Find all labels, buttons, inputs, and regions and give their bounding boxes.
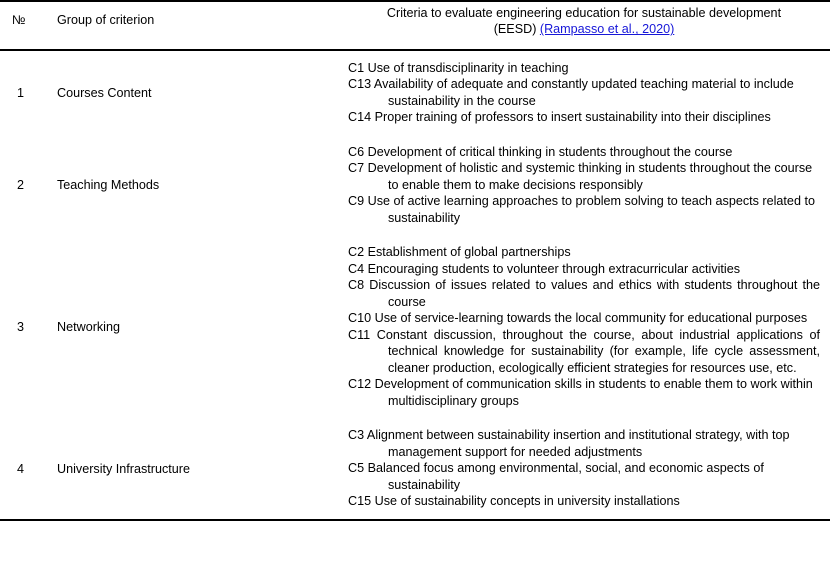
table-header bbox=[0, 1, 830, 50]
criterion-code: C4 bbox=[348, 261, 365, 276]
criterion-item bbox=[348, 310, 820, 327]
criterion-item bbox=[348, 109, 820, 126]
criterion-text: Proper training of professors to insert sustainability into their disciplines bbox=[374, 110, 771, 125]
row-criteria-list bbox=[340, 50, 830, 135]
header-number: № bbox=[12, 13, 26, 27]
row-criteria-list bbox=[340, 418, 830, 520]
criterion-item bbox=[348, 277, 820, 310]
table-row bbox=[0, 50, 830, 135]
table-row bbox=[0, 235, 830, 418]
criterion-code: C10 bbox=[348, 311, 372, 326]
criterion-text: Use of service-learning towards the local community for educational purposes bbox=[374, 311, 808, 326]
criterion-code: C12 bbox=[348, 377, 372, 392]
criterion-code: C6 bbox=[348, 144, 365, 159]
criterion-text: Development of critical thinking in students throughout the course bbox=[367, 144, 733, 159]
criterion-code: C7 bbox=[348, 161, 365, 176]
criterion-code: C15 bbox=[348, 494, 372, 509]
table-row bbox=[0, 135, 830, 236]
criterion-item bbox=[348, 244, 820, 261]
row-number: 3 bbox=[17, 319, 25, 334]
criterion-text: Balanced focus among environmental, social, and economic aspects of sustainability bbox=[367, 461, 764, 492]
row-criteria-list bbox=[340, 135, 830, 236]
criterion-code: C11 bbox=[348, 327, 371, 342]
criterion-code: C3 bbox=[348, 428, 365, 443]
criterion-code: C2 bbox=[348, 245, 365, 260]
criterion-code: C1 bbox=[348, 60, 365, 75]
criterion-item bbox=[348, 76, 820, 109]
header-criteria bbox=[340, 1, 830, 50]
criterion-item bbox=[348, 460, 820, 493]
header-row bbox=[0, 1, 830, 50]
row-group-name: Courses Content bbox=[57, 85, 152, 100]
criterion-text: Development of holistic and systemic thinking in students throughout the course to enable them to make decisions responsibly bbox=[367, 161, 813, 192]
table-row bbox=[0, 418, 830, 520]
criterion-code: C9 bbox=[348, 194, 365, 209]
criterion-item bbox=[348, 427, 820, 460]
criterion-code: C14 bbox=[348, 110, 372, 125]
criterion-item bbox=[348, 261, 820, 278]
row-criteria-list bbox=[340, 235, 830, 418]
criterion-item bbox=[348, 193, 820, 226]
header-criteria-line2 bbox=[348, 21, 820, 37]
criterion-item bbox=[348, 160, 820, 193]
criterion-item bbox=[348, 376, 820, 409]
header-criteria-line1: Criteria to evaluate engineering education for sustainable development bbox=[386, 6, 782, 20]
criterion-text: Use of transdisciplinarity in teaching bbox=[367, 60, 569, 75]
row-group-name: Networking bbox=[57, 319, 120, 334]
row-number: 2 bbox=[17, 178, 25, 193]
criterion-item bbox=[348, 60, 820, 77]
criterion-code: C8 bbox=[348, 278, 365, 293]
criterion-text: Use of active learning approaches to problem solving to teach aspects related to sustainability bbox=[367, 194, 815, 225]
criterion-text: Use of sustainability concepts in university installations bbox=[374, 494, 680, 509]
criterion-text: Alignment between sustainability insertion and institutional strategy, with top management support for needed adjustments bbox=[366, 428, 790, 459]
criterion-text: Encouraging students to volunteer through extracurricular activities bbox=[367, 261, 741, 276]
criterion-code: C5 bbox=[348, 461, 365, 476]
criterion-text: Availability of adequate and constantly updated teaching material to include sustainability in the course bbox=[373, 77, 794, 108]
criterion-text: Establishment of global partnerships bbox=[367, 245, 571, 260]
header-criteria-eesd: (EESD) bbox=[493, 22, 540, 37]
row-group-name: Teaching Methods bbox=[57, 178, 160, 193]
row-number: 1 bbox=[17, 85, 25, 100]
header-group: Group of criterion bbox=[57, 13, 155, 27]
table-body bbox=[0, 50, 830, 520]
citation-link[interactable]: (Rampasso et al., 2020) bbox=[539, 22, 675, 37]
criterion-item bbox=[348, 327, 820, 377]
criterion-item bbox=[348, 144, 820, 161]
criterion-item bbox=[348, 493, 820, 510]
row-group-name: University Infrastructure bbox=[57, 461, 190, 476]
criterion-text: Discussion of issues related to values and ethics with students throughout the course bbox=[369, 278, 821, 309]
criterion-text: Development of communication skills in students to enable them to work within multidisciplinary groups bbox=[374, 377, 813, 408]
row-number: 4 bbox=[17, 461, 25, 476]
criterion-code: C13 bbox=[348, 77, 372, 92]
criterion-text: Constant discussion, throughout the course, about industrial applications of technical knowledge for sustainability (for example, life cycle assessment, cleaner production, ecologically efficient strategies for resources use, etc. bbox=[376, 327, 820, 375]
